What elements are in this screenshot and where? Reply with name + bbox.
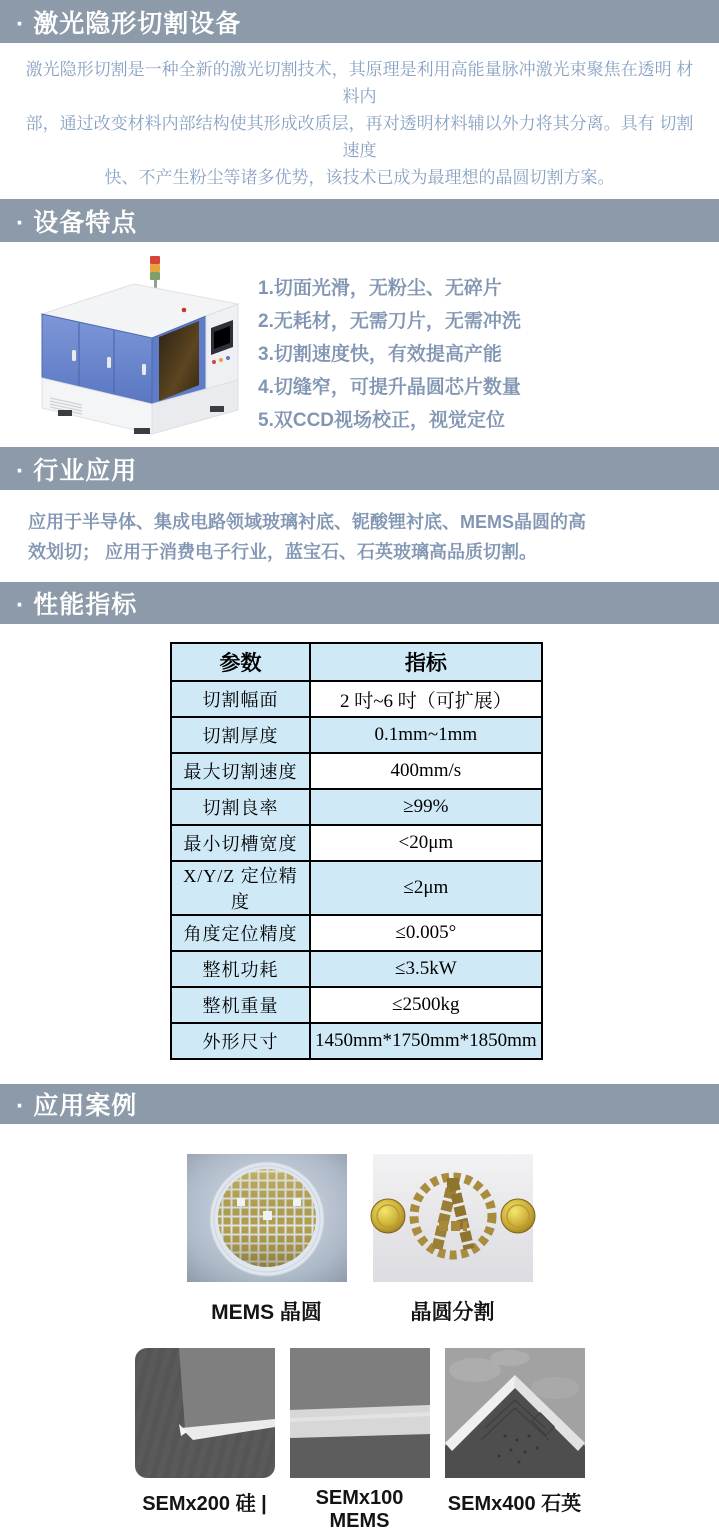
caption-wafer-dicing: 晶圆分割 bbox=[410, 1301, 495, 1324]
table-row bbox=[171, 951, 542, 987]
caption-mems-wafer: MEMS 晶圆 bbox=[211, 1301, 322, 1324]
laser-machine-illustration bbox=[34, 252, 252, 438]
section-title: · 激光隐形切割设备 bbox=[16, 9, 242, 38]
value-cell: <20μm bbox=[310, 825, 542, 861]
table-row bbox=[171, 789, 542, 825]
sem-photo-mems bbox=[290, 1348, 430, 1478]
wafer-caption-row bbox=[0, 1296, 719, 1326]
value-cell: ≤2500kg bbox=[310, 987, 542, 1023]
intro-line: 激光隐形切割是一种全新的激光切割技术，其原理是利用高能量脉冲激光束聚焦在透明 材料内 bbox=[25, 60, 694, 106]
wafer-dicing-photo bbox=[373, 1154, 533, 1282]
industry-paragraph bbox=[28, 507, 695, 567]
value-cell: 0.1mm~1mm bbox=[310, 717, 542, 753]
feature-item: 4.切缝窄，可提升晶圆芯片数量 bbox=[258, 377, 521, 398]
sem-photo-quartz bbox=[445, 1348, 585, 1478]
param-cell: 切割良率 bbox=[171, 789, 310, 825]
section-bar-laser-stealth-dicing bbox=[0, 0, 719, 43]
table-row bbox=[171, 1023, 542, 1059]
intro-line: 部，通过改变材料内部结构使其形成改质层，再对透明材料辅以外力将其分离。具有 切割速度 bbox=[25, 114, 694, 160]
param-cell: 角度定位精度 bbox=[171, 915, 310, 951]
caption-sem-silicon: SEMx200 硅 | bbox=[142, 1493, 267, 1515]
table-row bbox=[171, 987, 542, 1023]
param-cell: 切割幅面 bbox=[171, 681, 310, 717]
table-row bbox=[171, 915, 542, 951]
section-title: · 应用案例 bbox=[16, 1092, 138, 1120]
value-cell: 2 吋~6 吋（可扩展） bbox=[310, 681, 542, 717]
table-row bbox=[171, 861, 542, 915]
section-bar-equipment-features bbox=[0, 199, 719, 242]
features-section bbox=[0, 242, 719, 447]
value-cell: 400mm/s bbox=[310, 753, 542, 789]
param-cell: 切割厚度 bbox=[171, 717, 310, 753]
param-cell: 整机功耗 bbox=[171, 951, 310, 987]
section-bar-performance-specs bbox=[0, 582, 719, 624]
section-bar-industry-applications bbox=[0, 447, 719, 490]
table-row bbox=[171, 753, 542, 789]
table-header-value: 指标 bbox=[310, 643, 542, 681]
table-row bbox=[171, 825, 542, 861]
industry-line: 效划切； 应用于消费电子行业，蓝宝石、石英玻璃高品质切割。 bbox=[28, 542, 537, 562]
mems-wafer-photo bbox=[187, 1154, 347, 1282]
sem-photo-row bbox=[0, 1348, 719, 1478]
param-cell: 最大切割速度 bbox=[171, 753, 310, 789]
table-row bbox=[171, 717, 542, 753]
feature-item: 3.切割速度快，有效提高产能 bbox=[258, 344, 502, 365]
table-header-row bbox=[171, 643, 542, 681]
sem-photo-silicon bbox=[135, 1348, 275, 1478]
spec-table bbox=[170, 642, 543, 1060]
section-title: · 行业应用 bbox=[16, 456, 138, 485]
param-cell: X/Y/Z 定位精度 bbox=[171, 861, 310, 915]
intro-paragraph bbox=[0, 56, 719, 191]
param-cell: 最小切槽宽度 bbox=[171, 825, 310, 861]
value-cell: ≤0.005° bbox=[310, 915, 542, 951]
table-header-param: 参数 bbox=[171, 643, 310, 681]
param-cell: 外形尺寸 bbox=[171, 1023, 310, 1059]
feature-item: 5.双CCD视场校正，视觉定位 bbox=[258, 410, 506, 431]
machine-photo bbox=[34, 252, 252, 438]
section-title: · 设备特点 bbox=[16, 208, 138, 237]
section-title: · 性能指标 bbox=[16, 591, 138, 619]
caption-sem-quartz: SEMx400 石英 bbox=[447, 1493, 582, 1515]
feature-item: 2.无耗材，无需刀片，无需冲洗 bbox=[258, 311, 521, 332]
param-cell: 整机重量 bbox=[171, 987, 310, 1023]
section-bar-application-cases bbox=[0, 1084, 719, 1124]
value-cell: ≤3.5kW bbox=[310, 951, 542, 987]
caption-sem-mems: SEMx100 MEMS bbox=[315, 1487, 404, 1532]
table-row bbox=[171, 681, 542, 717]
feature-list bbox=[258, 272, 521, 447]
value-cell: 1450mm*1750mm*1850mm bbox=[310, 1023, 542, 1059]
value-cell: ≤2μm bbox=[310, 861, 542, 915]
wafer-photo-row bbox=[0, 1154, 719, 1282]
intro-line: 快、不产生粉尘等诸多优势，该技术已成为最理想的晶圆切割方案。 bbox=[104, 168, 615, 187]
feature-item: 1.切面光滑，无粉尘、无碎片 bbox=[258, 278, 502, 299]
sem-caption-row bbox=[0, 1487, 719, 1533]
value-cell: ≥99% bbox=[310, 789, 542, 825]
industry-line: 应用于半导体、集成电路领域玻璃衬底、铌酸锂衬底、MEMS晶圆的高 bbox=[28, 512, 586, 532]
